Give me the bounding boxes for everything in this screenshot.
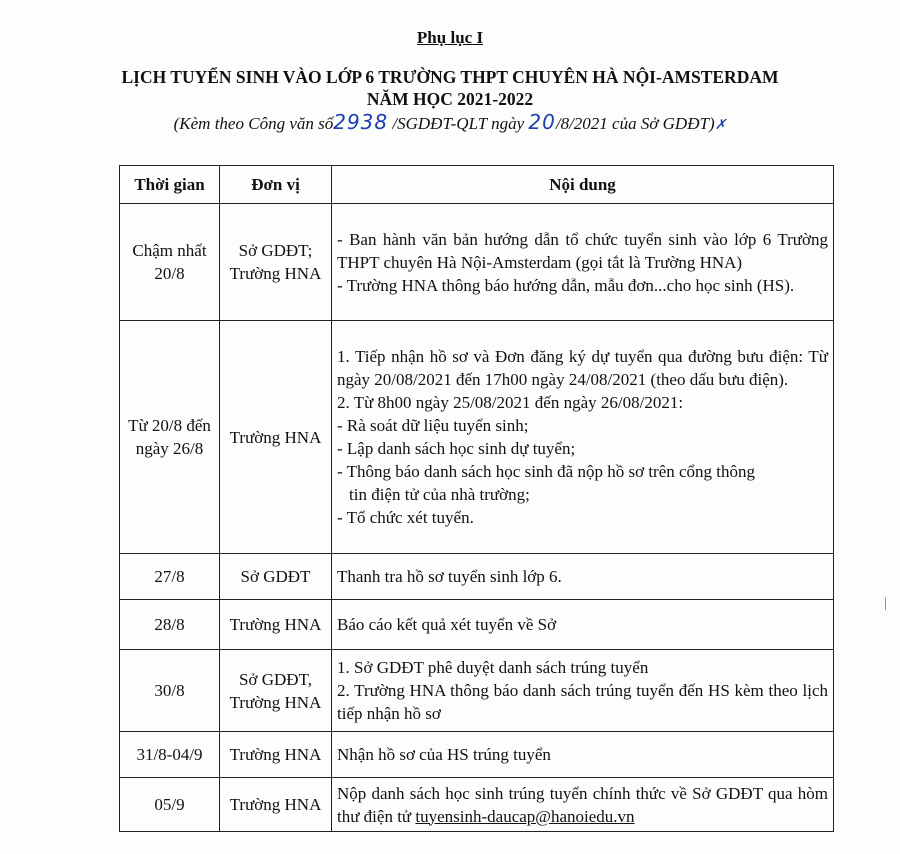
content-line: 2. Từ 8h00 ngày 25/08/2021 đến ngày 26/08/2021: <box>337 393 684 412</box>
content-line: Báo cáo kết quả xét tuyển về Sở <box>337 615 557 634</box>
cell-time: Từ 20/8 đến ngày 26/8 <box>120 321 220 554</box>
email-link[interactable]: tuyensinh-daucap@hanoiedu.vn <box>415 806 635 826</box>
cell-unit: Trường HNA <box>220 321 332 554</box>
header-time: Thời gian <box>120 166 220 204</box>
content-line: 1. Tiếp nhận hồ sơ và Đơn đăng ký dự tuyển qua đường bưu điện: Từ ngày 20/08/2021 đến 17h00 ngày 24/08/2021 (theo dấu bưu điện). <box>337 347 828 389</box>
header-unit: Đơn vị <box>220 166 332 204</box>
cell-unit: Trường HNA <box>220 732 332 778</box>
cell-unit: Sở GDĐT <box>220 554 332 600</box>
margin-mark: | <box>884 596 887 611</box>
reference-line <box>40 110 860 134</box>
content-line: - Ban hành văn bản hướng dẫn tổ chức tuyển sinh vào lớp 6 Trường THPT chuyên Hà Nội-Amsterdam (gọi tắt là Trường HNA) <box>337 229 828 272</box>
cell-time: 31/8-04/9 <box>120 732 220 778</box>
reference-suffix: /8/2021 của Sở GDĐT) <box>555 114 715 133</box>
cell-unit: Trường HNA <box>220 778 332 832</box>
content-line: - Tổ chức xét tuyển. <box>337 508 474 527</box>
document-title <box>40 66 860 110</box>
reference-middle: /SGDĐT-QLT ngày <box>388 114 529 133</box>
content-line: Nộp danh sách học sinh trúng tuyển chính thức về Sở GDĐT qua hòm thư điện tử <box>337 783 828 826</box>
cell-content <box>332 204 834 321</box>
table-row <box>120 650 834 732</box>
table-row <box>120 778 834 832</box>
table-row <box>120 732 834 778</box>
header-content: Nội dung <box>332 166 834 204</box>
cell-content <box>332 650 834 732</box>
content-line: Nhận hồ sơ của HS trúng tuyển <box>337 745 551 764</box>
content-line: 1. Sở GDĐT phê duyệt danh sách trúng tuyển <box>337 658 649 677</box>
cell-content <box>332 554 834 600</box>
cell-content <box>332 732 834 778</box>
table-row <box>120 600 834 650</box>
cell-content <box>332 778 834 832</box>
handwritten-day: 20 <box>528 110 556 134</box>
cell-unit: Sở GDĐT, Trường HNA <box>220 650 332 732</box>
content-line: - Rà soát dữ liệu tuyển sinh; <box>337 416 529 435</box>
table-row <box>120 204 834 321</box>
content-line: 2. Trường HNA thông báo danh sách trúng tuyển đến HS kèm theo lịch tiếp nhận hồ sơ <box>337 681 828 723</box>
schedule-table <box>119 165 834 832</box>
cell-time: 28/8 <box>120 600 220 650</box>
cell-unit: Sở GDĐT; Trường HNA <box>220 204 332 321</box>
table-row <box>120 554 834 600</box>
handwritten-doc-number: 2938 <box>333 110 389 134</box>
content-line: - Thông báo danh sách học sinh đã nộp hồ sơ trên cổng thông <box>337 462 756 481</box>
cell-time: 27/8 <box>120 554 220 600</box>
cell-time: 30/8 <box>120 650 220 732</box>
title-line-1: LỊCH TUYỂN SINH VÀO LỚP 6 TRƯỜNG THPT CHUYÊN HÀ NỘI-AMSTERDAM <box>121 67 779 87</box>
cell-unit: Trường HNA <box>220 600 332 650</box>
title-line-2: NĂM HỌC 2021-2022 <box>366 89 534 109</box>
cell-content <box>332 321 834 554</box>
content-line: - Trường HNA thông báo hướng dẫn, mẫu đơn...cho học sinh (HS). <box>337 275 795 295</box>
content-line: Thanh tra hồ sơ tuyển sinh lớp 6. <box>337 567 562 586</box>
appendix-title: Phụ lục I <box>416 28 484 47</box>
content-line: tin điện tử của nhà trường; <box>349 485 530 504</box>
reference-prefix: (Kèm theo Công văn số <box>173 114 334 133</box>
cell-time: 05/9 <box>120 778 220 832</box>
pen-mark-icon: ✗ <box>714 118 727 133</box>
table-header-row <box>120 166 834 204</box>
table-row <box>120 321 834 554</box>
cell-time: Chậm nhất 20/8 <box>120 204 220 321</box>
content-line: - Lập danh sách học sinh dự tuyển; <box>337 439 576 458</box>
cell-content <box>332 600 834 650</box>
